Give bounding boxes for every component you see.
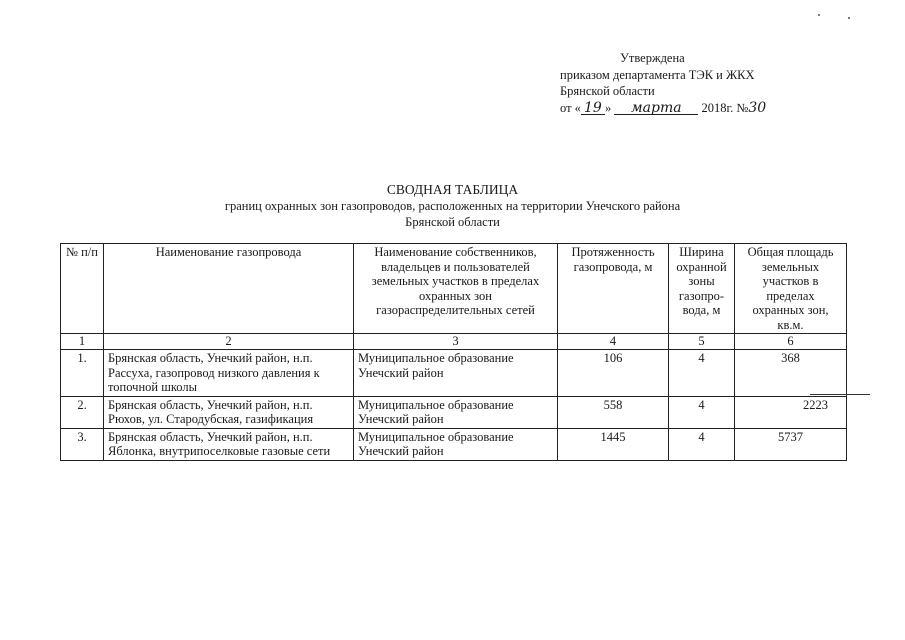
scan-speck [848,17,850,19]
header-pipeline-name: Наименование газопровода [104,244,354,334]
scan-speck [818,14,820,16]
row-num: 3. [61,428,104,460]
number-sign: № [736,100,749,115]
column-number: 2 [104,334,354,350]
column-number: 5 [669,334,735,350]
handwritten-number: 30 [748,99,767,116]
row-owner: Муниципальное образование Унечский район [354,350,558,397]
scan-stray-line [810,394,870,395]
row-pipeline-name: Брянская область, Унечкий район, н.п. Рассуха, газопровод низкого давления к топочной школы [104,350,354,397]
row-pipeline-name: Брянская область, Унечкий район, н.п. Рюхов, ул. Стародубская, газификация [104,396,354,428]
row-zone-width: 4 [669,428,735,460]
header-owners: Наименование собственников, владельцев и пользователей земельных участков в пределах охранных зон газораспределительных сетей [354,244,558,334]
header-row [61,244,847,334]
title-subtitle: границ охранных зон газопроводов, расположенных на территории Унечского района [224,199,681,213]
handwritten-month: марта [614,102,698,115]
title-region: Брянской области [405,215,500,229]
column-number: 3 [354,334,558,350]
date-prefix: от « [560,100,581,115]
table-row [61,396,847,428]
row-num: 1. [61,350,104,397]
table-row [61,350,847,397]
column-number: 6 [735,334,847,350]
row-zone-width: 4 [669,350,735,397]
header-area: Общая площадь земельных участков в пределах охранных зон, кв.м. [735,244,847,334]
row-length: 106 [558,350,669,397]
row-area: 368 [735,350,847,397]
row-zone-width: 4 [669,396,735,428]
column-number: 4 [558,334,669,350]
row-area: 5737 [735,428,847,460]
row-num: 2. [61,396,104,428]
approval-heading: Утверждена [620,51,685,65]
title-main: СВОДНАЯ ТАБЛИЦА [386,182,519,197]
approval-block [560,50,766,116]
row-owner: Муниципальное образование Унечский район [354,396,558,428]
header-length: Протяженность газопровода, м [558,244,669,334]
row-pipeline-name: Брянская область, Унечкий район, н.п. Яблонка, внутрипоселковые газовые сети [104,428,354,460]
approval-date-line [560,100,766,117]
handwritten-day: 19 [581,102,605,115]
date-quote-close: » [604,100,612,115]
date-year: 2018г. [701,100,734,115]
summary-table [60,243,847,461]
column-number-row [61,334,847,350]
header-zone-width: Ширина охранной зоны газопро-вода, м [669,244,735,334]
row-area: 2223 [735,396,847,428]
approval-order-line: приказом департамента ТЭК и ЖКХ [560,67,755,82]
approval-region-line: Брянской области [560,84,655,98]
row-length: 1445 [558,428,669,460]
document-title [0,182,905,230]
row-owner: Муниципальное образование Унечский район [354,428,558,460]
column-number: 1 [61,334,104,350]
table-row [61,428,847,460]
header-num: № п/п [61,244,104,334]
row-length: 558 [558,396,669,428]
